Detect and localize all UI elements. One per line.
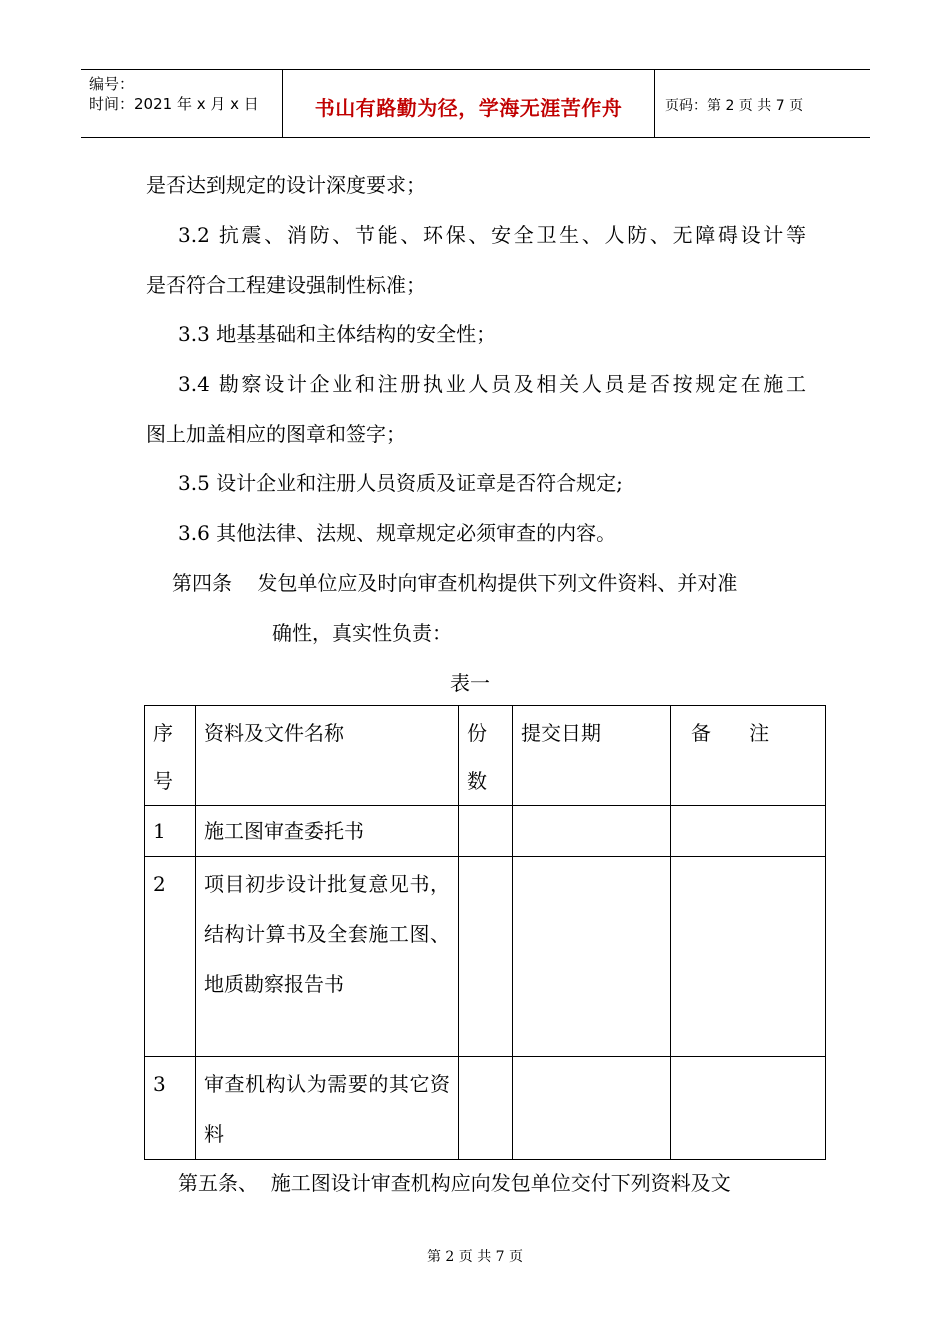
page-header bbox=[81, 69, 870, 138]
paragraph-line: 是否符合工程建设强制性标准； bbox=[146, 273, 426, 297]
table-row bbox=[145, 1057, 826, 1160]
row-date bbox=[513, 1057, 670, 1072]
paragraph-line: 图上加盖相应的图章和签字； bbox=[146, 422, 406, 446]
page-footer: 第 2 页 共 7 页 bbox=[426, 1249, 524, 1265]
row-name: 审查机构认为需要的其它资料 bbox=[204, 1072, 450, 1146]
documents-table bbox=[144, 705, 826, 1160]
header-copies: 份数 bbox=[467, 721, 487, 793]
row-copies bbox=[459, 806, 512, 821]
row-no: 2 bbox=[153, 872, 166, 896]
row-no: 3 bbox=[153, 1072, 166, 1096]
header-page-cell bbox=[655, 70, 870, 137]
paragraph-line: 3.2 抗震、消防、节能、环保、安全卫生、人防、无障碍设计等 bbox=[178, 223, 806, 247]
header-no: 序号 bbox=[153, 721, 173, 793]
document-date: 时间：2021 年 x 月 x 日 bbox=[89, 95, 259, 113]
table-caption: 表一 bbox=[450, 671, 490, 695]
header-note: 备 注 bbox=[691, 721, 770, 745]
paragraph-line: 3.6 其他法律、法规、规章规定必须审查的内容。 bbox=[178, 521, 617, 545]
paragraph-line: 3.5 设计企业和注册人员资质及证章是否符合规定; bbox=[178, 471, 623, 495]
row-name: 项目初步设计批复意见书，结构计算书及全套施工图、地质勘察报告书 bbox=[204, 872, 450, 996]
article-five: 第五条、 施工图设计审查机构应向发包单位交付下列资料及文 bbox=[178, 1171, 731, 1195]
row-date bbox=[513, 857, 670, 872]
header-slogan: 书山有路勤为径，学海无涯苦作舟 bbox=[314, 96, 623, 120]
header-page-info: 页码：第 2 页 共 7 页 bbox=[665, 98, 804, 114]
row-note bbox=[671, 1057, 825, 1072]
table-header-row bbox=[145, 706, 826, 806]
row-no: 1 bbox=[153, 819, 166, 843]
header-meta bbox=[81, 70, 283, 137]
row-copies bbox=[459, 857, 512, 872]
row-copies bbox=[459, 1057, 512, 1072]
header-name: 资料及文件名称 bbox=[204, 721, 344, 745]
row-date bbox=[513, 806, 670, 821]
paragraph-line: 3.3 地基基础和主体结构的安全性； bbox=[178, 322, 497, 346]
header-slogan-cell bbox=[283, 70, 655, 137]
table-row bbox=[145, 806, 826, 857]
paragraph-line: 确性，真实性负责： bbox=[272, 621, 452, 645]
table-row bbox=[145, 857, 826, 1057]
document-number: 编号： bbox=[89, 75, 135, 93]
paragraph-line: 是否达到规定的设计深度要求； bbox=[146, 173, 426, 197]
header-date: 提交日期 bbox=[521, 721, 601, 745]
article-four: 第四条 发包单位应及时向审查机构提供下列文件资料、并对准 bbox=[172, 571, 738, 595]
row-note bbox=[671, 806, 825, 821]
row-name: 施工图审查委托书 bbox=[204, 819, 364, 843]
paragraph-line: 3.4 勘察设计企业和注册执业人员及相关人员是否按规定在施工 bbox=[178, 372, 806, 396]
row-note bbox=[671, 857, 825, 872]
